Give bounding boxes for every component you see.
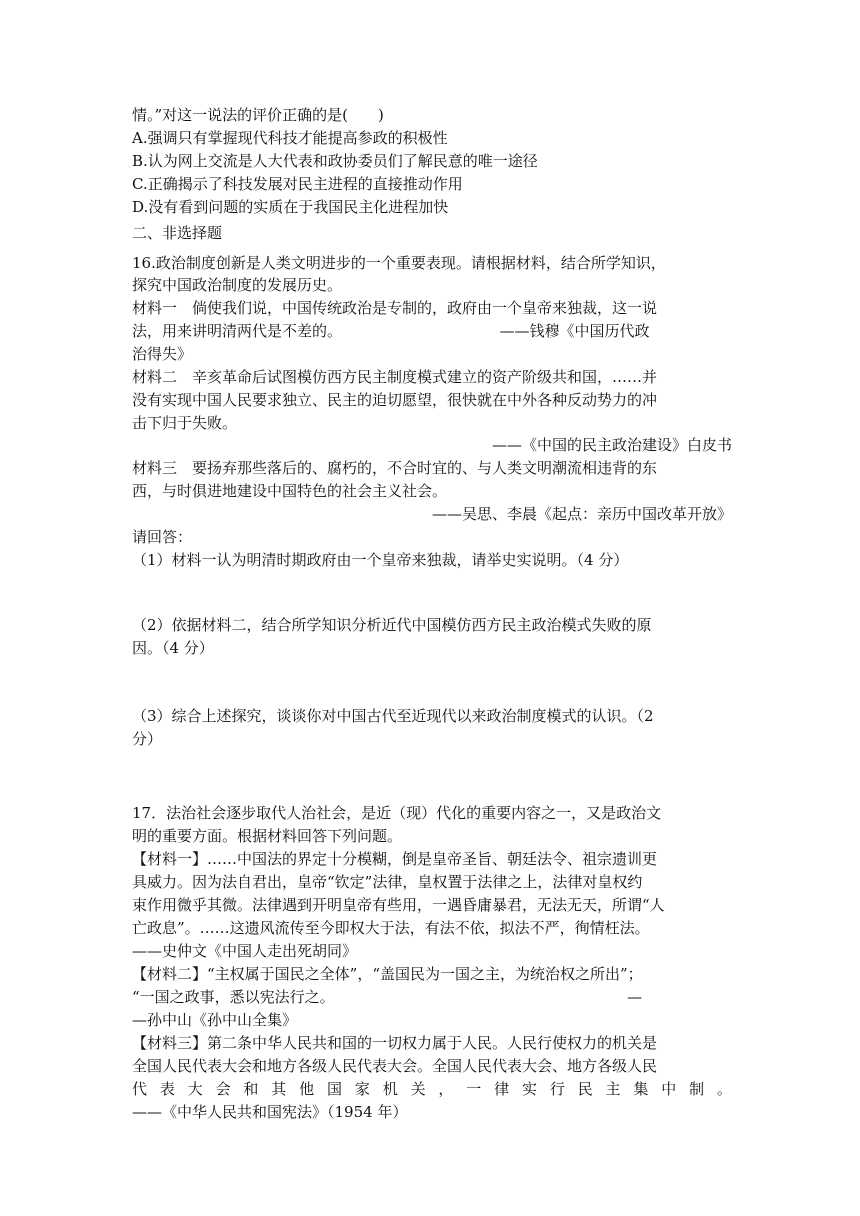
q17-material-2-line: “一国之政事，悉以宪法行之。 — bbox=[132, 988, 643, 1006]
q16-material-1-line: 材料一 倘使我们说，中国传统政治是专制的，政府由一个皇帝来独裁，这一说 bbox=[132, 299, 658, 317]
section-heading: 二、非选择题 bbox=[132, 224, 223, 242]
q17-material-1-line: 束作用微乎其微。法律遇到开明皇帝有些用，一遇昏庸暴君，无法无天，所谓“人 bbox=[132, 896, 665, 914]
q17-intro-line: 明的重要方面。根据材料回答下列问题。 bbox=[132, 827, 403, 845]
q17-material-2-line: 【材料二】“主权属于国民之全体”，“盖国民为一国之主，为统治权之所出”； bbox=[132, 965, 643, 983]
q15-option-a: A.强调只有掌握现代科技才能提高参政的积极性 bbox=[132, 129, 448, 147]
q16-material-3-source: ——吴思、李晨《起点：亲历中国改革开放》 bbox=[431, 505, 732, 523]
q16-material-2-line: 材料二 辛亥革命后试图模仿西方民主制度模式建立的资产阶级共和国，……并 bbox=[132, 368, 658, 386]
q16-material-3-line: 材料三 要扬弃那些落后的、腐朽的，不合时宜的、与人类文明潮流相违背的东 bbox=[132, 459, 658, 477]
q16-material-2-source: ——《中国的民主政治建设》白皮书 bbox=[491, 436, 777, 454]
q15-option-b: B.认为网上交流是人大代表和政协委员们了解民意的唯一途径 bbox=[132, 152, 538, 170]
q15-stem-end: 情。”对这一说法的评价正确的是( ) bbox=[132, 106, 384, 124]
q16-intro-line: 16.政治制度创新是人类文明进步的一个重要表现。请根据材料，结合所学知识， bbox=[132, 254, 666, 272]
q17-material-2-line: —孙中山《孙中山全集》 bbox=[132, 1011, 298, 1029]
q16-sub-question-2-line: 因。（4 分） bbox=[132, 639, 214, 657]
q16-material-2-line: 击下归于失败。 bbox=[132, 414, 238, 432]
q16-material-2-line: 没有实现中国人民要求独立、民主的迫切愿望，很快就在中外各种反动势力的冲 bbox=[132, 391, 658, 409]
q16-material-3-line: 西，与时俱进地建设中国特色的社会主义社会。 bbox=[132, 482, 448, 500]
q16-material-1-line: 法，用来讲明清两代是不差的。 ——钱穆《中国历代政 bbox=[132, 322, 650, 340]
q16-sub-question-1: （1）材料一认为明清时期政府由一个皇帝来独裁，请举史实说明。（4 分） bbox=[132, 551, 629, 569]
q15-option-c: C.正确揭示了科技发展对民主进程的直接推动作用 bbox=[132, 175, 463, 193]
q17-material-3-line: 【材料三】第二条中华人民共和国的一切权力属于人民。人民行使权力的机关是 bbox=[132, 1034, 658, 1052]
q17-material-3-line: 代表大会和其他国家机关，一律实行民主集中制。 bbox=[132, 1080, 732, 1098]
q16-sub-question-2-line: （2）依据材料二，结合所学知识分析近代中国模仿西方民主政治模式失败的原 bbox=[132, 616, 652, 634]
q16-intro-line: 探究中国政治制度的发展历史。 bbox=[132, 276, 343, 294]
q16-answer-prompt: 请回答： bbox=[132, 528, 193, 546]
q16-sub-question-3-line: 分） bbox=[132, 730, 163, 748]
q16-sub-question-3-line: （3）综合上述探究，谈谈你对中国古代至近现代以来政治制度模式的认识。（2 bbox=[132, 707, 654, 725]
q17-material-1-source: ——史仲文《中国人走出死胡同》 bbox=[132, 942, 358, 960]
q17-material-1-line: 【材料一】……中国法的界定十分模糊，倒是皇帝圣旨、朝廷法令、祖宗遗训更 bbox=[132, 850, 658, 868]
q17-material-3-line: 全国人民代表大会和地方各级人民代表大会。全国人民代表大会、地方各级人民 bbox=[132, 1057, 658, 1075]
q17-intro-line: 17．法治社会逐步取代人治社会，是近（现）代化的重要内容之一，又是政治文 bbox=[132, 804, 662, 822]
q17-material-3-source: ——《中华人民共和国宪法》（1954 年） bbox=[132, 1103, 408, 1121]
q17-material-1-line: 具威力。因为法自君出，皇帝“钦定”法律，皇权置于法律之上，法律对皇权约 bbox=[132, 873, 643, 891]
q16-material-1-line: 治得失》 bbox=[132, 345, 193, 363]
q17-material-1-line: 亡政息”。……这遗风流传至今即权大于法，有法不依，拟法不严，徇情枉法。 bbox=[132, 919, 650, 937]
q15-option-d: D.没有看到问题的实质在于我国民主化进程加快 bbox=[132, 198, 449, 216]
